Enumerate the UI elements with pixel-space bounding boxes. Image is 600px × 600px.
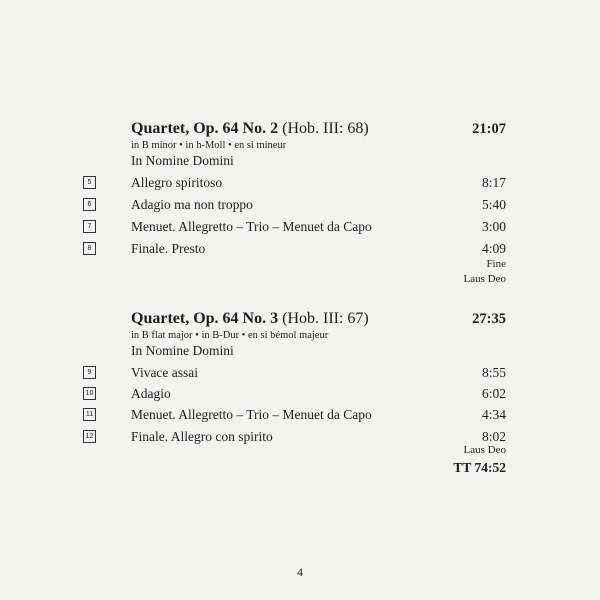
- track-duration: 5:40: [481, 197, 506, 212]
- track-number-box: 11: [83, 408, 96, 421]
- work-title: [131, 310, 369, 328]
- track-title: Menuet. Allegretto – Trio – Menuet da Capo: [131, 219, 372, 234]
- track-duration: 6:02: [481, 386, 506, 401]
- closing-note: Fine: [486, 258, 506, 270]
- track-number-box: 10: [83, 387, 96, 400]
- work-duration: 21:07: [472, 121, 506, 137]
- track-title: Finale. Presto: [131, 241, 206, 256]
- track-title: Allegro spiritoso: [131, 175, 223, 190]
- closing-note: Laus Deo: [463, 444, 506, 456]
- track-title: Adagio ma non troppo: [131, 197, 253, 212]
- work-title-main: Quartet, Op. 64 No. 2: [131, 120, 279, 137]
- track-number-box: 12: [83, 430, 96, 443]
- work-title: [131, 120, 369, 138]
- work-title-catalogue: (Hob. III: 67): [282, 310, 369, 327]
- track-duration: 8:17: [481, 175, 506, 190]
- track-number-box: 5: [83, 176, 96, 189]
- track-number-box: 7: [83, 220, 96, 233]
- track-number-box: 9: [83, 366, 96, 379]
- track-duration: 3:00: [481, 219, 506, 234]
- track-title: Vivace assai: [131, 365, 199, 380]
- total-time: TT 74:52: [453, 460, 506, 475]
- closing-note: Laus Deo: [463, 273, 506, 285]
- work-key: in B flat major • in B-Dur • en si bémol majeur: [131, 330, 329, 341]
- track-number-box: 8: [83, 242, 96, 255]
- work-key: in B minor • in h-Moll • en si mineur: [131, 140, 287, 151]
- track-title: Finale. Allegro con spirito: [131, 429, 273, 444]
- page-number: 4: [297, 565, 303, 579]
- work-title-main: Quartet, Op. 64 No. 3: [131, 310, 279, 327]
- track-duration: 8:55: [481, 365, 506, 380]
- track-title: Adagio: [131, 386, 171, 401]
- track-duration: 8:02: [481, 429, 506, 444]
- track-number-box: 6: [83, 198, 96, 211]
- work-title-catalogue: (Hob. III: 68): [282, 120, 369, 137]
- track-title: Menuet. Allegretto – Trio – Menuet da Capo: [131, 407, 372, 422]
- work-motto: In Nomine Domini: [131, 153, 234, 168]
- work-motto: In Nomine Domini: [131, 343, 234, 358]
- work-duration: 27:35: [472, 311, 506, 327]
- track-duration: 4:34: [481, 407, 506, 422]
- track-duration: 4:09: [481, 241, 506, 256]
